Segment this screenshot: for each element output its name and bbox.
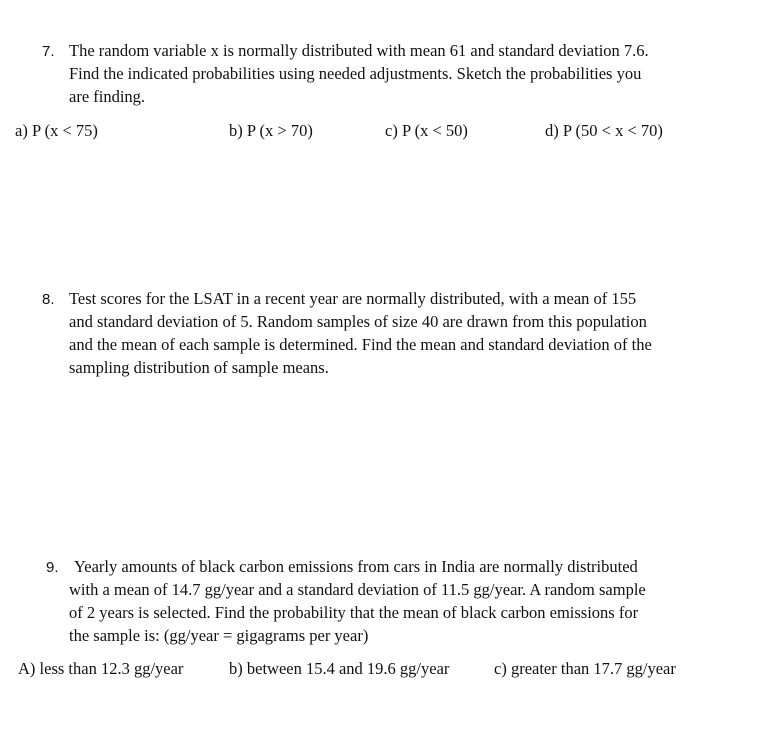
question-part-a: a) P (x < 75) [15,121,98,140]
question-part-c: c) greater than 17.7 gg/year [494,659,676,678]
problem-text-line: are finding. [69,87,146,106]
problem-text-line: of 2 years is selected. Find the probability that the mean of black carbon emissions for [69,603,639,622]
problem-text-line: and the mean of each sample is determined. Find the mean and standard deviation of the [69,335,652,354]
question-part-b: b) P (x > 70) [229,121,313,140]
problem-number: 9. [46,559,59,576]
problem-text-line: Find the indicated probabilities using needed adjustments. Sketch the probabilities you [69,64,642,83]
problem-number: 8. [42,291,55,308]
problem-text-line: The random variable x is normally distributed with mean 61 and standard deviation 7.6. [69,41,649,60]
problem-text-line: the sample is: (gg/year = gigagrams per year) [69,626,369,645]
problem-text-line: sampling distribution of sample means. [69,358,329,377]
question-part-c: c) P (x < 50) [385,121,468,140]
problem-text-line: Yearly amounts of black carbon emissions from cars in India are normally distributed [74,557,638,576]
problem-text-line: and standard deviation of 5. Random samples of size 40 are drawn from this population [69,312,647,331]
problem-number: 7. [42,43,55,60]
question-part-d: d) P (50 < x < 70) [545,121,663,140]
question-part-a: A) less than 12.3 gg/year [18,659,184,678]
question-part-b: b) between 15.4 and 19.6 gg/year [229,659,450,678]
problem-text-line: with a mean of 14.7 gg/year and a standard deviation of 11.5 gg/year. A random sample [69,580,646,599]
problem-text-line: Test scores for the LSAT in a recent year are normally distributed, with a mean of 155 [69,289,637,308]
